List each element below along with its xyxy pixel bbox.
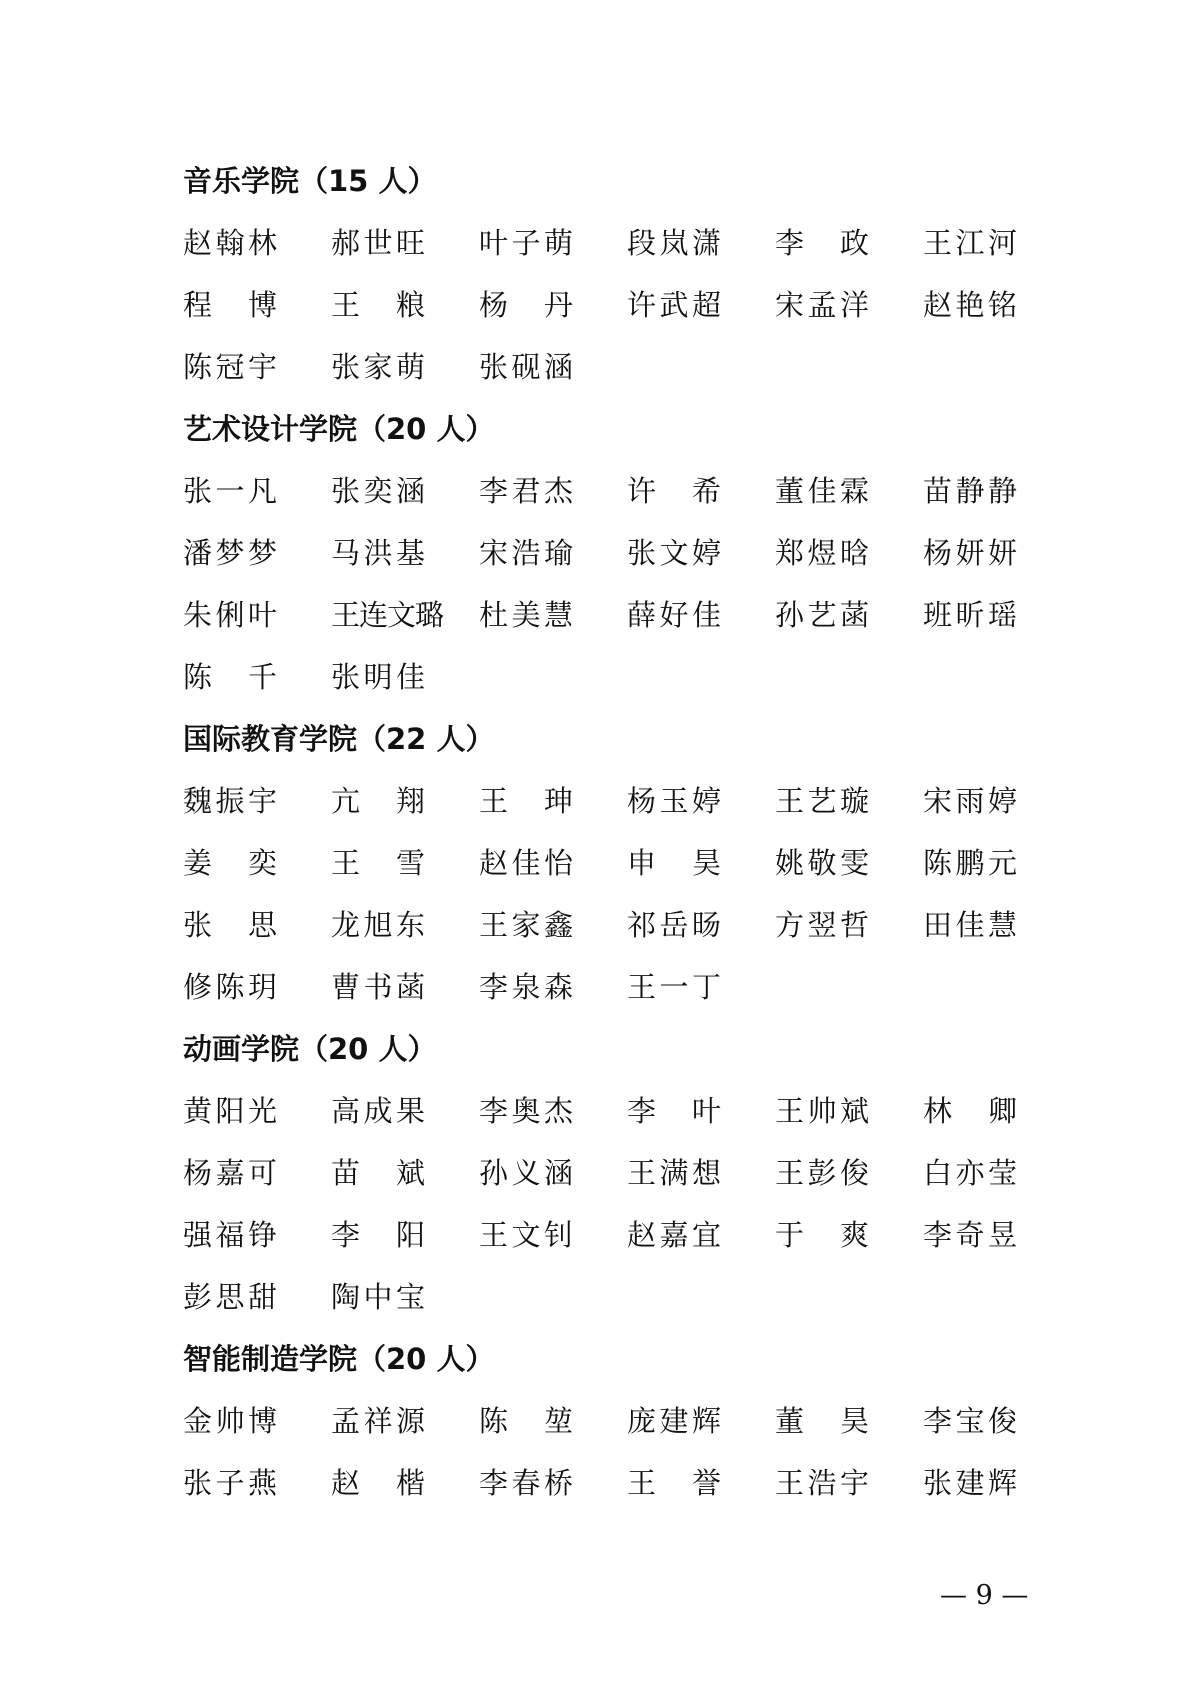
list-item: 林 卿 xyxy=(923,1094,1017,1128)
name-list xyxy=(183,770,1023,1018)
list-item: 朱俐叶 xyxy=(183,598,277,632)
list-item: 孙义涵 xyxy=(479,1156,573,1190)
list-item: 魏振宇 xyxy=(183,784,277,818)
list-item: 张砚涵 xyxy=(479,350,573,384)
list-item: 宋孟洋 xyxy=(775,288,869,322)
section-title: 智能制造学院（20 人） xyxy=(183,1342,495,1376)
list-item: 赵翰林 xyxy=(183,226,277,260)
list-item: 马洪基 xyxy=(331,536,425,570)
list-item: 陈 千 xyxy=(183,660,277,694)
list-item: 杜美慧 xyxy=(479,598,573,632)
list-item: 薛好佳 xyxy=(627,598,721,632)
list-item: 郝世旺 xyxy=(331,226,425,260)
list-item: 叶子萌 xyxy=(479,226,573,260)
list-item: 赵 楷 xyxy=(331,1466,425,1500)
list-item: 王 珅 xyxy=(479,784,573,818)
list-item: 张 思 xyxy=(183,908,277,942)
list-item: 方翌哲 xyxy=(775,908,869,942)
list-item: 白亦莹 xyxy=(923,1156,1017,1190)
list-item: 李泉森 xyxy=(479,970,573,1004)
list-item: 王江河 xyxy=(923,226,1017,260)
list-item: 张家萌 xyxy=(331,350,425,384)
list-item: 苗静静 xyxy=(923,474,1017,508)
list-item: 赵佳怡 xyxy=(479,846,573,880)
list-item: 黄阳光 xyxy=(183,1094,277,1128)
list-item: 李君杰 xyxy=(479,474,573,508)
list-item: 王 粮 xyxy=(331,288,425,322)
list-item: 李 叶 xyxy=(627,1094,721,1128)
list-item: 张一凡 xyxy=(183,474,277,508)
document-page xyxy=(183,150,1023,1514)
name-list xyxy=(183,212,1023,398)
list-item: 申 昊 xyxy=(627,846,721,880)
list-item: 班昕瑶 xyxy=(923,598,1017,632)
list-item: 董佳霖 xyxy=(775,474,869,508)
list-item: 张明佳 xyxy=(331,660,425,694)
list-item: 修陈玥 xyxy=(183,970,277,1004)
list-item: 李宝俊 xyxy=(923,1404,1017,1438)
list-item: 孙艺菡 xyxy=(775,598,869,632)
section-music xyxy=(183,150,1023,398)
section-animation xyxy=(183,1018,1023,1328)
name-list xyxy=(183,460,1023,708)
list-item: 许 希 xyxy=(627,474,721,508)
list-item: 许武超 xyxy=(627,288,721,322)
list-item: 董 昊 xyxy=(775,1404,869,1438)
section-art-design xyxy=(183,398,1023,708)
list-item: 王帅斌 xyxy=(775,1094,869,1128)
list-item: 田佳慧 xyxy=(923,908,1017,942)
list-item: 龙旭东 xyxy=(331,908,425,942)
section-title: 艺术设计学院（20 人） xyxy=(183,412,495,446)
list-item: 张子燕 xyxy=(183,1466,277,1500)
list-item: 陈鹏元 xyxy=(923,846,1017,880)
list-item: 亢 翔 xyxy=(331,784,425,818)
list-item: 陈 堃 xyxy=(479,1404,573,1438)
name-list xyxy=(183,1080,1023,1328)
list-item: 王 雪 xyxy=(331,846,425,880)
section-title: 动画学院（20 人） xyxy=(183,1032,437,1066)
list-item: 杨玉婷 xyxy=(627,784,721,818)
list-item: 杨嘉可 xyxy=(183,1156,277,1190)
list-item: 彭思甜 xyxy=(183,1280,277,1314)
list-item: 王艺璇 xyxy=(775,784,869,818)
section-international-education xyxy=(183,708,1023,1018)
list-item: 张文婷 xyxy=(627,536,721,570)
list-item: 王文钊 xyxy=(479,1218,573,1252)
list-item: 姚敬雯 xyxy=(775,846,869,880)
list-item: 张建辉 xyxy=(923,1466,1017,1500)
list-item: 苗 斌 xyxy=(331,1156,425,1190)
list-item: 王一丁 xyxy=(627,970,721,1004)
list-item: 李奥杰 xyxy=(479,1094,573,1128)
list-item: 曹书菡 xyxy=(331,970,425,1004)
list-item: 陈冠宇 xyxy=(183,350,277,384)
name-list xyxy=(183,1390,1023,1514)
list-item: 赵艳铭 xyxy=(923,288,1017,322)
list-item: 强福铮 xyxy=(183,1218,277,1252)
list-item: 宋雨婷 xyxy=(923,784,1017,818)
list-item: 李 阳 xyxy=(331,1218,425,1252)
section-title: 音乐学院（15 人） xyxy=(183,164,437,198)
list-item: 宋浩瑜 xyxy=(479,536,573,570)
section-intelligent-manufacturing xyxy=(183,1328,1023,1514)
list-item: 郑煜晗 xyxy=(775,536,869,570)
list-item: 王 誉 xyxy=(627,1466,721,1500)
list-item: 金帅博 xyxy=(183,1404,277,1438)
list-item: 孟祥源 xyxy=(331,1404,425,1438)
list-item: 王彭俊 xyxy=(775,1156,869,1190)
list-item: 高成果 xyxy=(331,1094,425,1128)
list-item: 程 博 xyxy=(183,288,277,322)
list-item: 杨妍妍 xyxy=(923,536,1017,570)
list-item: 赵嘉宜 xyxy=(627,1218,721,1252)
list-item: 于 爽 xyxy=(775,1218,869,1252)
list-item: 潘梦梦 xyxy=(183,536,277,570)
list-item: 庞建辉 xyxy=(627,1404,721,1438)
list-item: 李 政 xyxy=(775,226,869,260)
section-title: 国际教育学院（22 人） xyxy=(183,722,495,756)
list-item: 李春桥 xyxy=(479,1466,573,1500)
list-item: 姜 奕 xyxy=(183,846,277,880)
list-item: 李奇昱 xyxy=(923,1218,1017,1252)
list-item: 陶中宝 xyxy=(331,1280,425,1314)
list-item: 祁岳旸 xyxy=(627,908,721,942)
list-item: 王家鑫 xyxy=(479,908,573,942)
list-item: 张奕涵 xyxy=(331,474,425,508)
list-item: 王满想 xyxy=(627,1156,721,1190)
list-item: 王浩宇 xyxy=(775,1466,869,1500)
page-number: — 9 — xyxy=(940,1580,1029,1611)
list-item: 段岚潇 xyxy=(627,226,721,260)
list-item: 王连文璐 xyxy=(331,598,444,632)
list-item: 杨 丹 xyxy=(479,288,573,322)
